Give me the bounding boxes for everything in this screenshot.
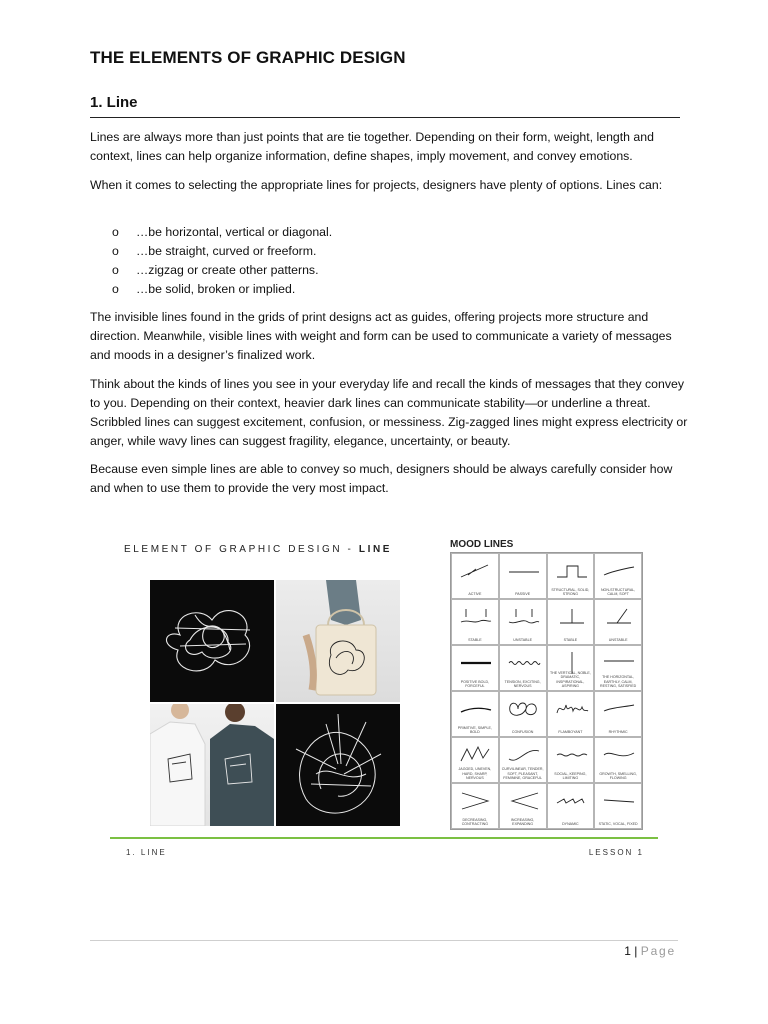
- paragraph-options: When it comes to selecting the appropriate lines for projects, designers have plenty of options. Lines can:: [90, 178, 663, 192]
- mood-line-limiting: [554, 743, 590, 767]
- mood-cell: [499, 737, 547, 783]
- bullet-marker: o: [112, 225, 119, 239]
- page-footer: [624, 944, 676, 958]
- bullet-text: …be straight, curved or freeform.: [136, 244, 317, 258]
- mood-line-stable-t: [554, 605, 590, 629]
- mood-cell-label: PASSIVE: [515, 591, 531, 596]
- mood-cell: [547, 783, 595, 829]
- mood-line-curvilinear: [506, 743, 542, 767]
- mood-cell-label: FLAMBOYANT: [558, 729, 583, 734]
- list-item: [112, 261, 332, 280]
- figure-accent-divider: [110, 837, 658, 839]
- mood-line-flamboyant: [554, 697, 590, 721]
- list-item: [112, 223, 332, 242]
- mood-cell-label: GROWTH, SMELLING, FLOWING: [599, 771, 637, 780]
- scribble-art-graphic: [150, 580, 274, 702]
- section-heading-line: 1. Line: [90, 94, 680, 118]
- bullet-marker: o: [112, 263, 119, 277]
- mood-cell: [451, 645, 499, 691]
- mood-line-structural: [554, 559, 590, 583]
- mood-line-increasing: [506, 789, 542, 813]
- mood-cell: [547, 737, 595, 783]
- mood-line-primitive: [458, 697, 494, 721]
- list-item: [112, 242, 332, 261]
- tshirts-graphic: [150, 704, 274, 826]
- figure-title-bold: LINE: [358, 544, 393, 555]
- mood-cell-label: TENSION, EXCITING, NERVOUS: [504, 679, 541, 688]
- mood-cell: [499, 691, 547, 737]
- mood-line-flowing: [601, 743, 637, 767]
- mood-cell-label: CURVILINEAR, TENDER, SOFT, PLEASANT, FEMININE, GRACEFUL: [501, 767, 544, 780]
- mood-cell-label: JAGGED, UNEVEN, HARD, SHARP, NERVOUS: [458, 767, 492, 780]
- mood-cell: [547, 691, 595, 737]
- mood-cell: [499, 599, 547, 645]
- mood-cell: [594, 645, 642, 691]
- list-item: [112, 280, 332, 299]
- mood-cell-label: RHYTHMIC: [608, 729, 628, 734]
- line-figure: [110, 530, 660, 865]
- mood-cell-label: STATIC, VOCAL, FIXED: [598, 821, 638, 826]
- mood-cell: [451, 737, 499, 783]
- mood-line-stable: [458, 605, 494, 629]
- mood-line-active: [458, 559, 494, 583]
- mood-line-tension: [506, 651, 542, 675]
- mood-cell: [451, 599, 499, 645]
- mood-cell-label: STABLE: [468, 637, 482, 642]
- mood-cell: [547, 553, 595, 599]
- mood-cell: [594, 691, 642, 737]
- mood-cell-label: THE HORIZONTAL, EARTHLY, CALM, RESTING, SATISFIED: [599, 675, 637, 688]
- mood-line-decreasing: [458, 789, 494, 813]
- tshirts-photo: [150, 704, 274, 826]
- figure-title-prefix: ELEMENT OF GRAPHIC DESIGN -: [124, 544, 359, 555]
- mood-cell: [594, 737, 642, 783]
- page-number: 1: [624, 944, 631, 958]
- mood-cell: [451, 553, 499, 599]
- bullet-marker: o: [112, 244, 119, 258]
- mood-lines-title: MOOD LINES: [450, 539, 514, 550]
- mood-line-rhythmic: [601, 697, 637, 721]
- mood-line-static: [601, 789, 637, 813]
- figure-footer-left: 1. LINE: [126, 848, 167, 857]
- paragraph-invisible-lines: The invisible lines found in the grids of print designs act as guides, offering projects more structure and direction. Meanwhile, visible lines with weight and form can be used to communicate a variety of messages and moods in a designer’s finalized work.: [90, 310, 672, 362]
- bullet-text: …be solid, broken or implied.: [136, 282, 296, 296]
- mood-line-soft: [601, 559, 637, 583]
- mood-cell-label: STRUCTURAL, SOLID, STRONG: [551, 587, 590, 596]
- mood-cell-label: DYNAMIC: [562, 821, 579, 826]
- lines-art-photo: [276, 704, 400, 826]
- mood-cell-label: SOCIAL, KEEPING, LIMITING: [554, 771, 587, 780]
- paragraph-impact: Because even simple lines are able to convey so much, designers should be always carefully consider how and when to use them to provide the very most impact.: [90, 462, 673, 495]
- page-separator: |: [630, 944, 641, 958]
- mood-lines-grid: [450, 552, 643, 830]
- mood-cell-label: INCREASING, EXPANDING: [510, 817, 535, 826]
- mood-cell: [594, 553, 642, 599]
- mood-cell-label: PRIMITIVE, SIMPLE, BOLD: [457, 725, 492, 734]
- bullet-list: [112, 223, 332, 299]
- mood-cell-label: CONFUSION: [511, 729, 534, 734]
- mood-cell-label: POSITIVE BOLD, FORCEFUL: [460, 679, 490, 688]
- mood-line-unstable-tilt: [601, 605, 637, 629]
- mood-cell-label: DECREASING, CONTRACTING: [461, 817, 489, 826]
- mood-cell-label: THE VERTICAL, NOBLE, DRAMATIC, INSPIRATIONAL, ASPIRING: [549, 671, 591, 688]
- mood-cell: [594, 599, 642, 645]
- paragraph-everyday-lines: Think about the kinds of lines you see in your everyday life and recall the kinds of messages that they convey to you. Depending on their context, heavier dark lines can communicate stability—or underline a threat. Scribbled lines can suggest excitement, confusion, or messiness. Zig-zagged lines might express electricity or anger, while wavy lines can suggest fragility, elegance, uncertainty, or beauty.: [90, 377, 688, 448]
- figure-title: [124, 544, 392, 555]
- figure-footer-right: LESSON 1: [588, 848, 644, 857]
- mood-cell: [499, 783, 547, 829]
- mood-line-horizontal: [601, 651, 637, 675]
- mood-cell: [547, 645, 595, 691]
- mood-cell: [499, 645, 547, 691]
- lines-art-graphic: [276, 704, 400, 826]
- mood-cell: [594, 783, 642, 829]
- bullet-text: …zigzag or create other patterns.: [136, 263, 319, 277]
- tote-bag-graphic: [276, 580, 400, 702]
- mood-cell-label: UNSTABLE: [608, 637, 628, 642]
- tote-bag-photo: [276, 580, 400, 702]
- mood-line-confusion: [506, 697, 542, 721]
- mood-line-unstable: [506, 605, 542, 629]
- mood-cell: [499, 553, 547, 599]
- paragraph-intro: Lines are always more than just points that are tie together. Depending on their form, weight, length and context, lines can help organize information, define shapes, imply movement, and convey emotions.: [90, 130, 654, 163]
- mood-cell-label: STABLE: [563, 637, 578, 642]
- mood-cell: [451, 783, 499, 829]
- mood-line-passive: [506, 559, 542, 583]
- mood-line-bold: [458, 651, 494, 675]
- page-word: Page: [640, 944, 676, 958]
- footer-divider: [90, 940, 678, 941]
- mood-cell-label: ACTIVE: [468, 591, 482, 596]
- mood-cell-label: NON-STRUCTURAL, CALM, SOFT: [600, 587, 636, 596]
- mood-line-jagged: [458, 743, 494, 767]
- scribble-art-photo: [150, 580, 274, 702]
- bullet-marker: o: [112, 282, 119, 296]
- document-title: THE ELEMENTS OF GRAPHIC DESIGN: [90, 48, 406, 67]
- mood-cell: [547, 599, 595, 645]
- mood-cell: [451, 691, 499, 737]
- mood-line-dynamic: [554, 789, 590, 813]
- photo-grid: [150, 580, 402, 826]
- bullet-text: …be horizontal, vertical or diagonal.: [136, 225, 333, 239]
- mood-cell-label: UNSTABLE: [513, 637, 532, 642]
